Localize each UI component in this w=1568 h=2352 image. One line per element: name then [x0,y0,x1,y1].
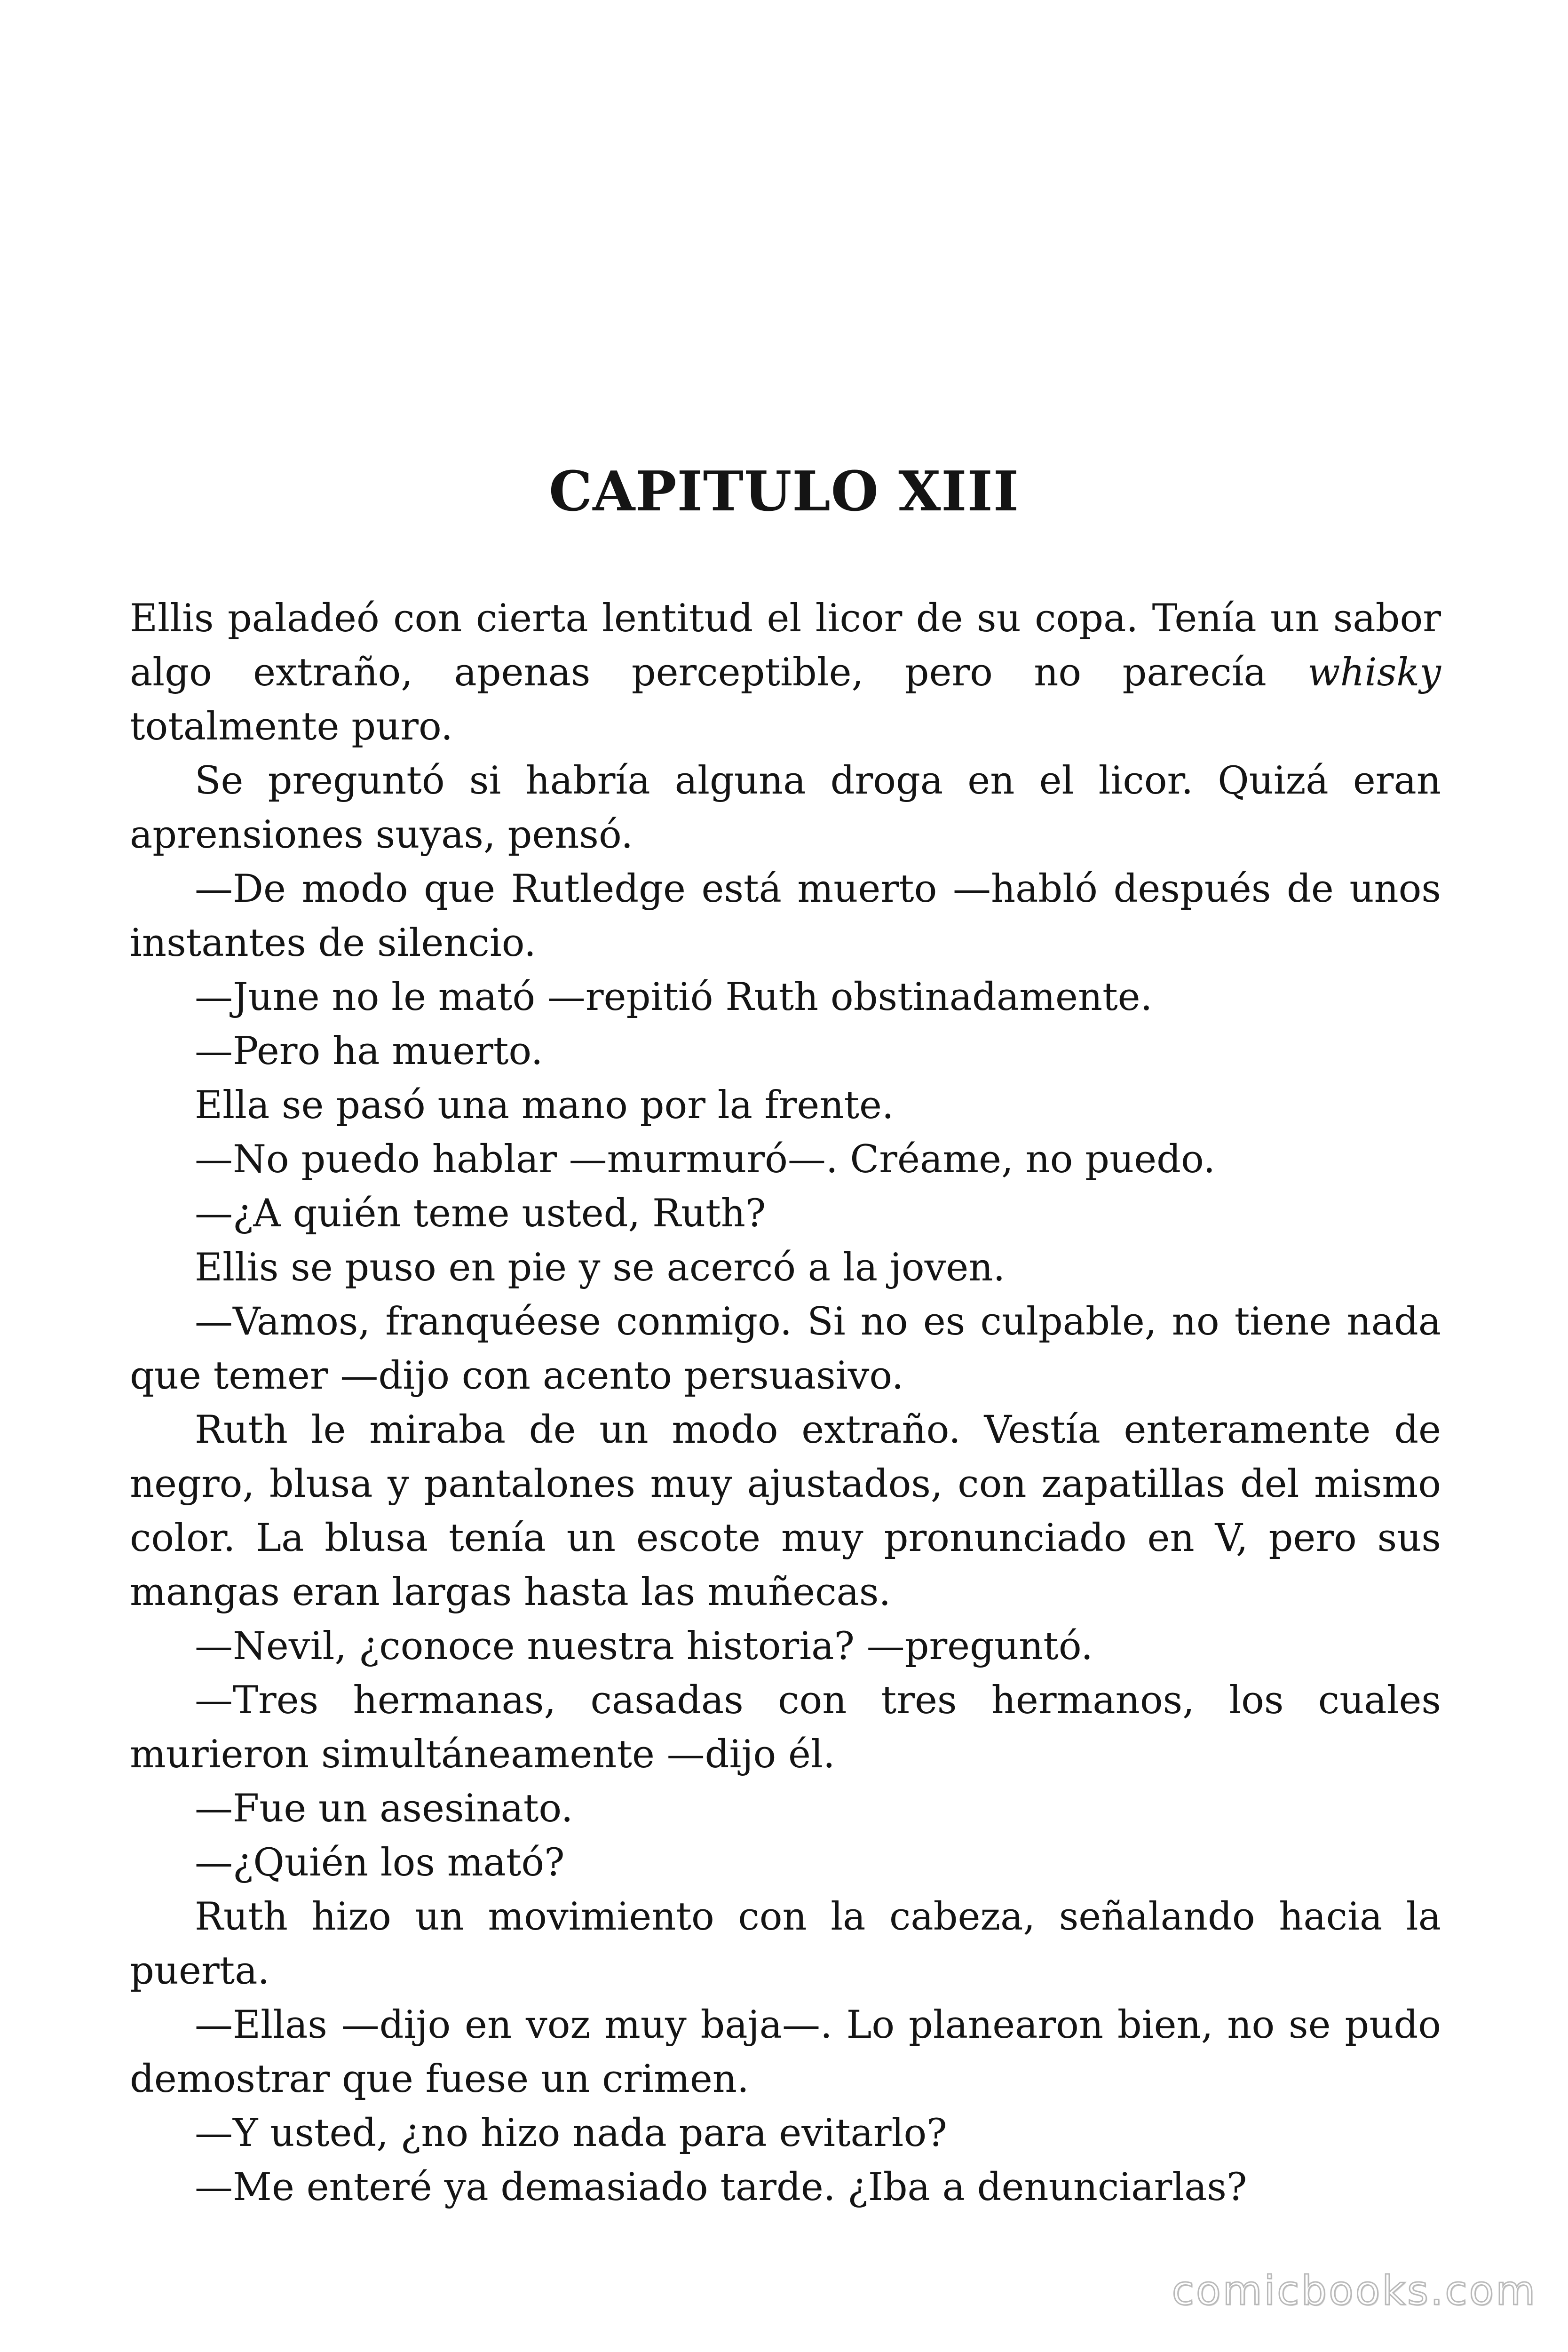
dialogue-line: —Pero ha muerto. [195,1029,543,1073]
dialogue-line: —Ellas —dijo en voz muy baja—. Lo planearon bien, no se pudo demostrar que fuese un crimen. [130,2003,1441,2101]
paragraph-text: Ellis paladeó con cierta lentitud el licor de su copa. Tenía un sabor algo extraño, apenas perceptible, pero no parecía [130,596,1441,695]
paragraph: Ellis se puso en pie y se acercó a la joven. [195,1246,1006,1290]
paragraph: Ruth le miraba de un modo extraño. Vestía enteramente de negro, blusa y pantalones muy ajustados, con zapatillas del mismo color. La blusa tenía un escote muy pronunciado en V, pero sus mangas eran largas hasta las muñecas. [130,1408,1441,1614]
dialogue-line: —June no le mató —repitió Ruth obstinadamente. [195,975,1153,1019]
dialogue-line: —Vamos, franquéese conmigo. Si no es culpable, no tiene nada que temer —dijo con acento persuasivo. [130,1300,1441,1398]
dialogue-line: —No puedo hablar —murmuró—. Créame, no puedo. [195,1137,1216,1182]
chapter-body [130,592,1441,2215]
paragraph: Ella se pasó una mano por la frente. [195,1083,894,1128]
dialogue-line: —¿Quién los mató? [195,1841,565,1885]
dialogue-line: —Y usted, ¿no hizo nada para evitarlo? [195,2111,947,2155]
paragraph: Se preguntó si habría alguna droga en el licor. Quizá eran aprensiones suyas, pensó. [130,759,1441,857]
watermark-logo: comicbooks.com [1172,2267,1537,2314]
italic-word: whisky [1307,651,1441,695]
dialogue-line: —Fue un asesinato. [195,1787,573,1831]
paragraph-text: totalmente puro. [130,705,453,749]
paragraph: Ruth hizo un movimiento con la cabeza, señalando hacia la puerta. [130,1895,1441,1993]
dialogue-line: —Me enteré ya demasiado tarde. ¿Iba a denunciarlas? [195,2165,1247,2209]
paragraph [130,592,1441,754]
chapter-title: CAPITULO XIII [548,460,1020,524]
dialogue-line: —De modo que Rutledge está muerto —habló después de unos instantes de silencio. [130,867,1441,965]
dialogue-line: —Tres hermanas, casadas con tres hermanos, los cuales murieron simultáneamente —dijo él. [130,1678,1441,1777]
dialogue-line: —¿A quién teme usted, Ruth? [195,1192,766,1236]
dialogue-line: —Nevil, ¿conoce nuestra historia? —preguntó. [195,1624,1093,1669]
